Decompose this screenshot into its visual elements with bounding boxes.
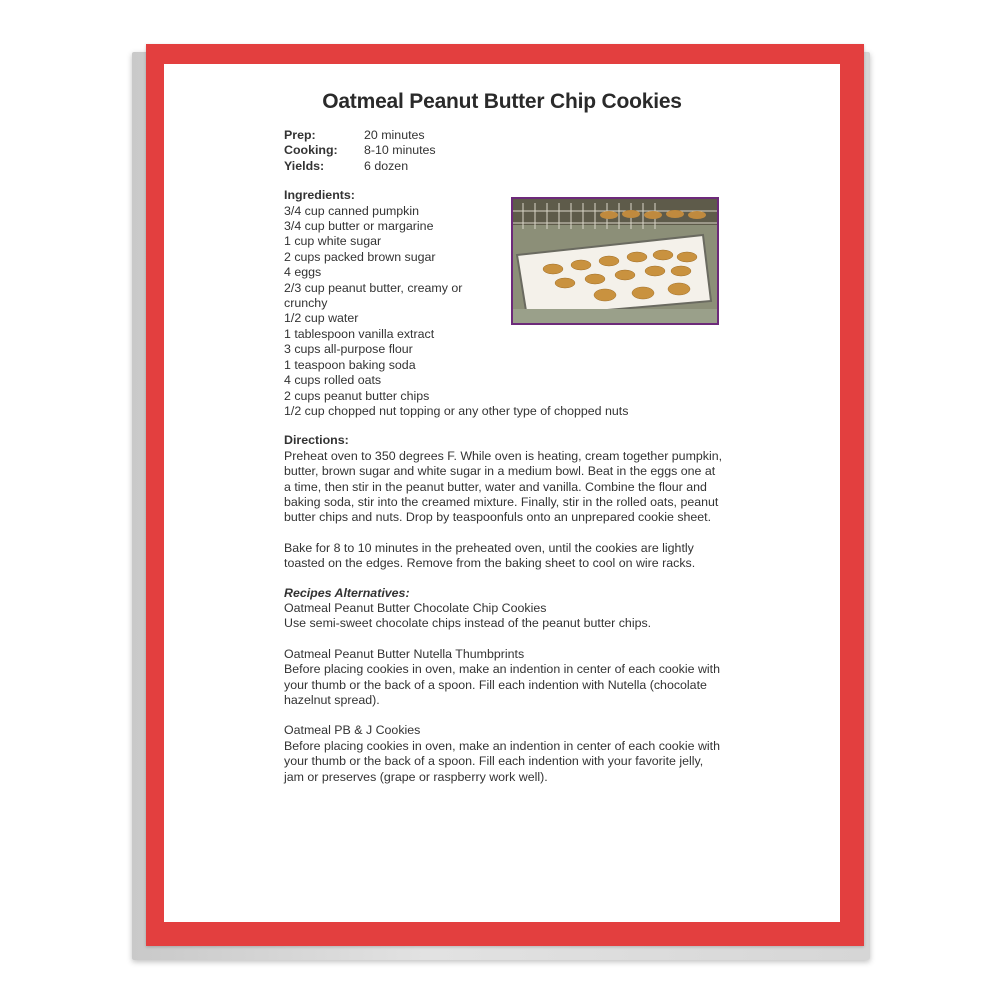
ingredient-item: 1 tablespoon vanilla extract xyxy=(284,326,435,341)
ingredient-item: 4 eggs xyxy=(284,265,322,280)
alternative-text: Before placing cookies in oven, make an indention in center of each cookie with your thumb or the back of a spoon. Fill each indention with your favorite jelly, jam or preserves (grape or raspberry work well). xyxy=(284,738,721,784)
meta-row-cooking xyxy=(284,143,724,158)
meta-label: Yields: xyxy=(284,158,325,173)
recipe-page xyxy=(164,64,840,922)
directions-heading: Directions: xyxy=(284,433,349,448)
alternative-text: Before placing cookies in oven, make an indention in center of each cookie with your thumb or the back of a spoon. Fill each indention with Nutella (chocolate hazelnut spread). xyxy=(284,662,721,707)
ingredient-item: 1 cup white sugar xyxy=(284,234,382,249)
alternative-item xyxy=(284,601,724,632)
ingredients-heading: Ingredients: xyxy=(284,188,355,203)
meta-row-yields xyxy=(284,159,724,174)
ingredient-item: 2/3 cup peanut butter, creamy or crunchy xyxy=(284,280,463,311)
meta-label: Cooking: xyxy=(284,143,338,158)
alternative-name: Oatmeal Peanut Butter Nutella Thumbprints xyxy=(284,646,525,661)
recipe-title: Oatmeal Peanut Butter Chip Cookies xyxy=(322,90,682,113)
meta-label: Prep: xyxy=(284,128,316,142)
ingredient-item: 3/4 cup canned pumpkin xyxy=(284,203,420,218)
ingredient-item: 3/4 cup butter or margarine xyxy=(284,219,434,234)
cookie-sheet-photo xyxy=(511,197,719,325)
ingredient-item: 1 teaspoon baking soda xyxy=(284,357,416,372)
alternative-text: Use semi-sweet chocolate chips instead of the peanut butter chips. xyxy=(284,616,652,631)
meta-value: 6 dozen xyxy=(364,158,409,173)
meta-value: 8-10 minutes xyxy=(364,143,436,158)
alternative-item xyxy=(284,723,724,785)
meta-value: 20 minutes xyxy=(364,128,425,142)
ingredient-item: 2 cups packed brown sugar xyxy=(284,249,436,264)
ingredient-item: 1/2 cup chopped nut topping or any other type of chopped nuts xyxy=(284,403,629,418)
ingredient-item: 2 cups peanut butter chips xyxy=(284,388,430,403)
alternatives-heading: Recipes Alternatives: xyxy=(284,585,410,600)
alternative-item xyxy=(284,647,724,709)
alternative-name: Oatmeal Peanut Butter Chocolate Chip Cookies xyxy=(284,600,547,615)
directions-paragraph: Preheat oven to 350 degrees F. While oven is heating, cream together pumpkin, butter, brown sugar and white sugar in a medium bowl. Beat in the eggs one at a time, then stir in the peanut butter, water and vanilla. Combine the flour and baking soda, stir into the creamed mixture. Finally, stir in the rolled oats, peanut butter chips and nuts. Drop by teaspoonfuls onto an unprepared cookie sheet. xyxy=(284,448,723,525)
cookie-sheet-photo-icon xyxy=(513,199,717,323)
ingredient-item: 3 cups all-purpose flour xyxy=(284,342,413,357)
ingredient-item: 1/2 cup water xyxy=(284,311,359,326)
recipe-meta xyxy=(284,128,724,174)
ingredient-item: 4 cups rolled oats xyxy=(284,373,382,388)
alternative-name: Oatmeal PB & J Cookies xyxy=(284,723,421,738)
directions-paragraph: Bake for 8 to 10 minutes in the preheated oven, until the cookies are lightly toasted on the edges. Remove from the baking sheet to cool on wire racks. xyxy=(284,540,696,571)
meta-row-prep xyxy=(284,128,724,143)
